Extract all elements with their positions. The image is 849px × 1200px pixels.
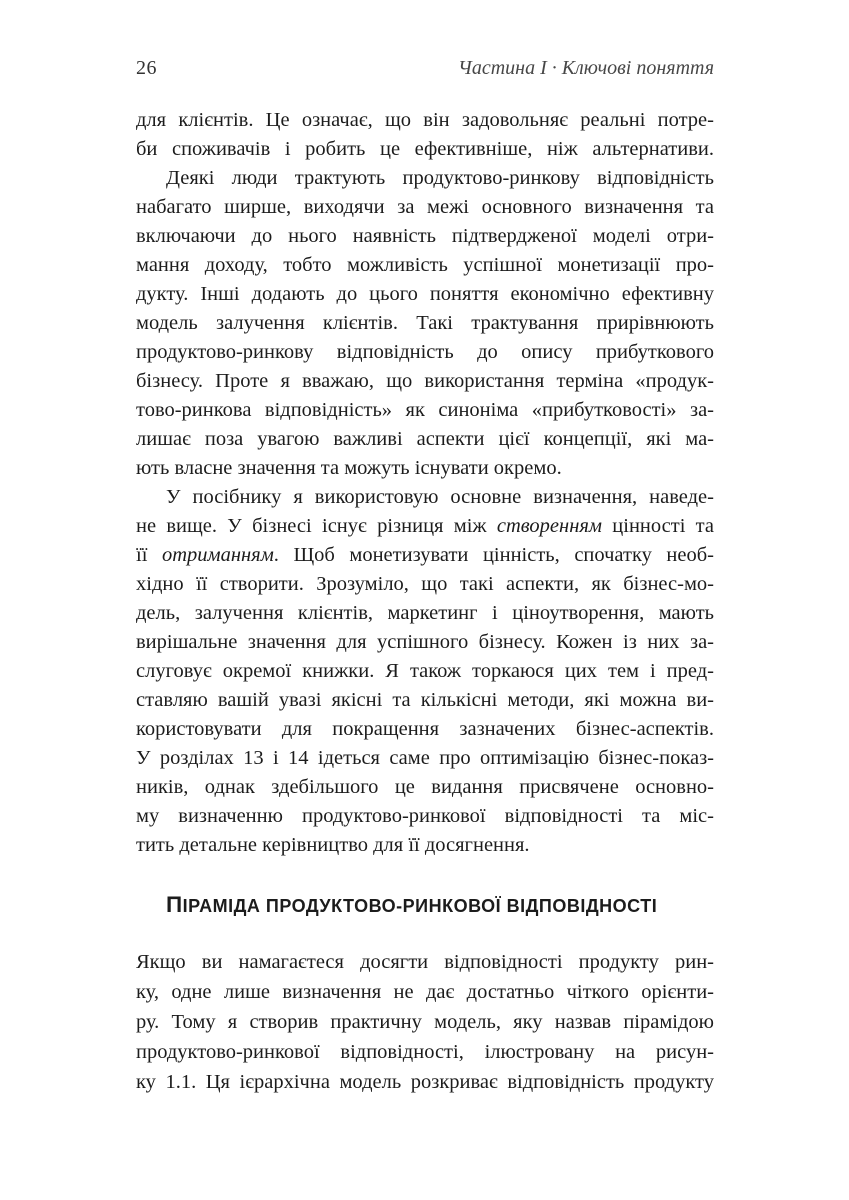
text-line: хідно її створити. Зрозуміло, що такі аспекти, як бізнес-мо-	[136, 573, 714, 595]
body-text-block-1	[136, 106, 714, 860]
text-line: тить детальне керівництво для її досягнення.	[136, 834, 530, 856]
section-heading: ПІРАМІДА ПРОДУКТОВО-РИНКОВОЇ ВІДПОВІДНОСТІ	[166, 892, 658, 917]
text-segment: цінності та	[601, 515, 714, 537]
text-line: бізнесу. Проте я вважаю, що використання терміна «продук-	[136, 370, 714, 392]
text-line: продуктово-ринкову відповідність до опису прибуткового	[136, 341, 714, 363]
text-line: продуктово-ринкової відповідності, ілюстровану на рисун-	[136, 1041, 714, 1063]
text-line: Деякі люди трактують продуктово-ринкову відповідність	[166, 167, 714, 189]
text-line: для клієнтів. Це означає, що він задовольняє реальні потре-	[136, 109, 714, 131]
text-line: модель залучення клієнтів. Такі трактування прирівнюють	[136, 312, 714, 334]
text-line: ку 1.1. Ця ієрархічна модель розкриває відповідність продукту	[136, 1071, 714, 1093]
text-line: дель, залучення клієнтів, маркетинг і ціноутворення, мають	[136, 602, 714, 624]
text-segment: її	[136, 544, 162, 566]
italic-term: отриманням	[161, 544, 274, 566]
text-line: Якщо ви намагаєтеся досягти відповідності продукту рин-	[136, 951, 714, 973]
text-line: тово-ринкова відповідність» як синоніма «прибутковості» за-	[136, 399, 714, 421]
text-segment: . Щоб монетизувати цінність, спочатку необ-	[273, 544, 714, 566]
text-line: дукту. Інші додають до цього поняття економічно ефективну	[136, 283, 714, 305]
text-line: слуговує окремої книжки. Я також торкаюся цих тем і пред-	[136, 660, 714, 682]
text-segment: не вище. У бізнесі існує різниця між	[136, 515, 497, 537]
text-line	[136, 512, 714, 541]
page-number: 26	[136, 57, 157, 79]
running-header	[136, 57, 714, 83]
text-line: ку, одне лише визначення не дає достатньо чіткого орієнти-	[136, 981, 714, 1003]
text-line: ників, однак здебільшого це видання присвячене основно-	[136, 776, 714, 798]
text-line: ставляю вашій увазі якісні та кількісні методи, які можна ви-	[136, 689, 714, 711]
text-line: му визначенню продуктово-ринкової відповідності та міс-	[136, 805, 714, 827]
running-title: Частина I · Ключові поняття	[458, 57, 714, 79]
text-line: користовувати для покращення зазначених бізнес-аспектів.	[136, 718, 714, 740]
text-line: набагато ширше, виходячи за межі основного визначення та	[136, 196, 714, 218]
body-text-block-2	[136, 947, 714, 1097]
text-line	[136, 541, 714, 570]
text-line: лишає поза увагою важливі аспекти цієї концепції, які ма-	[136, 428, 714, 450]
text-line: вирішальне значення для успішного бізнесу. Кожен із них за-	[136, 631, 714, 653]
text-line: У розділах 13 і 14 ідеться саме про оптимізацію бізнес-показ-	[136, 747, 714, 769]
text-line: мання доходу, тобто можливість успішної монетизації про-	[136, 254, 714, 276]
italic-term: створенням	[496, 515, 602, 537]
text-line: У посібнику я використовую основне визначення, наведе-	[166, 486, 714, 508]
text-line: ру. Тому я створив практичну модель, яку назвав пірамідою	[136, 1011, 714, 1033]
text-line: би споживачів і робить це ефективніше, ніж альтернативи.	[136, 138, 714, 160]
text-line: ють власне значення та можуть існувати окремо.	[136, 457, 562, 479]
text-line: включаючи до нього наявність підтвердженої моделі отри-	[136, 225, 714, 247]
